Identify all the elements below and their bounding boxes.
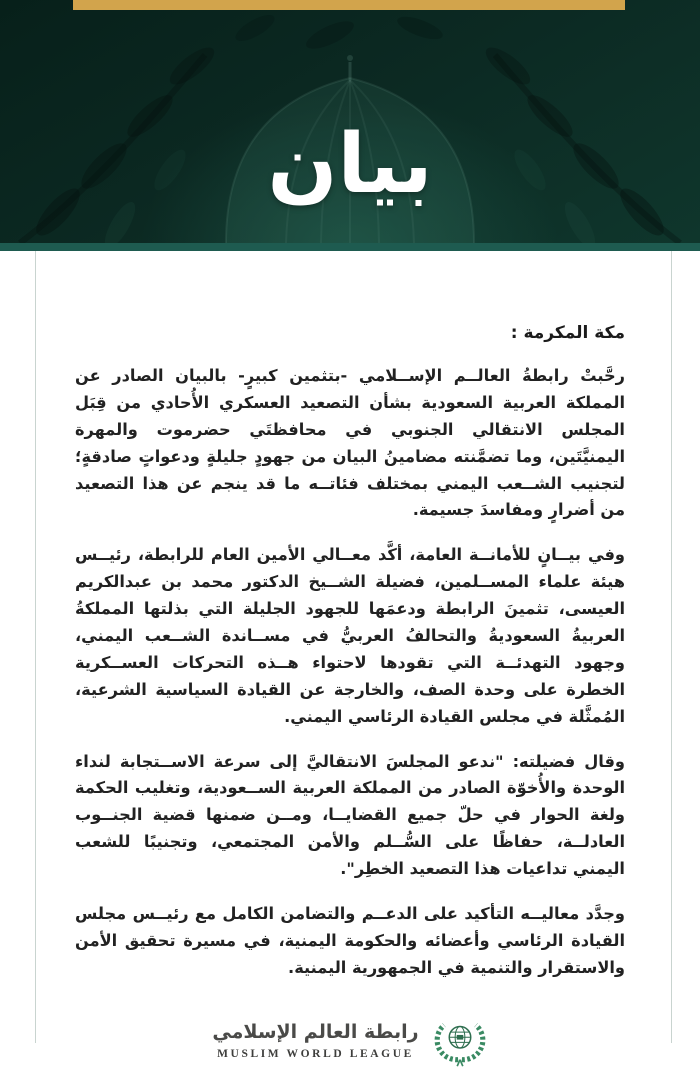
- olive-leaves-top: [232, 10, 445, 54]
- footer-logo: [75, 1012, 625, 1070]
- header-banner: [0, 0, 700, 243]
- statement-card: [35, 251, 672, 1061]
- logo-text-block: [212, 1021, 418, 1060]
- header-teal-strip: [0, 243, 700, 251]
- statement-paragraph-3: وقال فضيلته: "ندعو المجلسَ الانتقاليَّ إلى سرعة الاســتجابة لنداء الوحدة والأُخوّة الصادر من المملكة العربية الســعودية، وتغليب الحكمة ولغة الحوار في حلّ جميع القضايــا، ومــن ضمنها قضية الجنــوب العادلــة، حفاظًا على السُّــلم والأمن المجتمعي، وتجنيبًا للشعب اليمني تداعيات هذا التصعيد الخطِر".: [75, 751, 625, 879]
- statement-body: [36, 251, 671, 1070]
- mwl-emblem-icon: [432, 1012, 488, 1070]
- statement-paragraph-2: وفي بيــانٍ للأمانــة العامة، أكَّد معــالي الأمين العام للرابطة، رئيــس هيئة علماء المســلمين، فضيلة الشــيخ الدكتور محمد بن عبدالكريم العيسى، تثمينَ الرابطة ودعمَها للجهود الجليلة التي بذلتها المملكةُ العربيةُ السعوديةُ والتحالفُ العربيُّ في مســاندة الشــعب اليمني، وجهود التهدئــة التي تقودها لاحتواء هــذه التحركات العســكرية الخطرة على وحدة الصف، والخارجة عن القيادة السياسية الشرعية، المُمثَّلة في مجلس القيادة الرئاسي اليمني.: [75, 545, 625, 726]
- statement-paragraph-4: وجدَّد معاليــه التأكيد على الدعــم والتضامن الكامل مع رئيــس مجلس القيادة الرئاسي وأعضائه والحكومة اليمنية، في مسيرة تحقيق الأمن والاستقرار والتنمية في الجمهورية اليمنية.: [75, 904, 625, 977]
- dateline: مكة المكرمة :: [510, 323, 625, 343]
- statement-paragraph-1: رحَّبتْ رابطةُ العالــم الإســلامي -بتثمين كبيرٍ- بالبيان الصادر عن المملكة العربية السعودية بشأن التصعيد العسكري الأُحادي من قِبَل المجلس الانتقالي الجنوبي في محافظتَي حضرموت والمهرة اليمنيَّتَين، وما تضمَّنته مضامينُ البيان من جهودٍ جليلةٍ ودعواتٍ صادقةٍ؛ لتجنيب الشــعب اليمني بمختلف فئاتــه ما قد ينجم عن هذا التصعيد من أضرارٍ ومفاسدَ جسيمة.: [75, 366, 625, 520]
- gold-accent-bar: [73, 0, 625, 10]
- mwl-english-wordmark: MUSLIM WORLD LEAGUE: [217, 1048, 414, 1061]
- mwl-arabic-wordmark: رابطة العالم الإسلامي: [212, 1021, 419, 1044]
- statement-title: بيان: [267, 117, 433, 212]
